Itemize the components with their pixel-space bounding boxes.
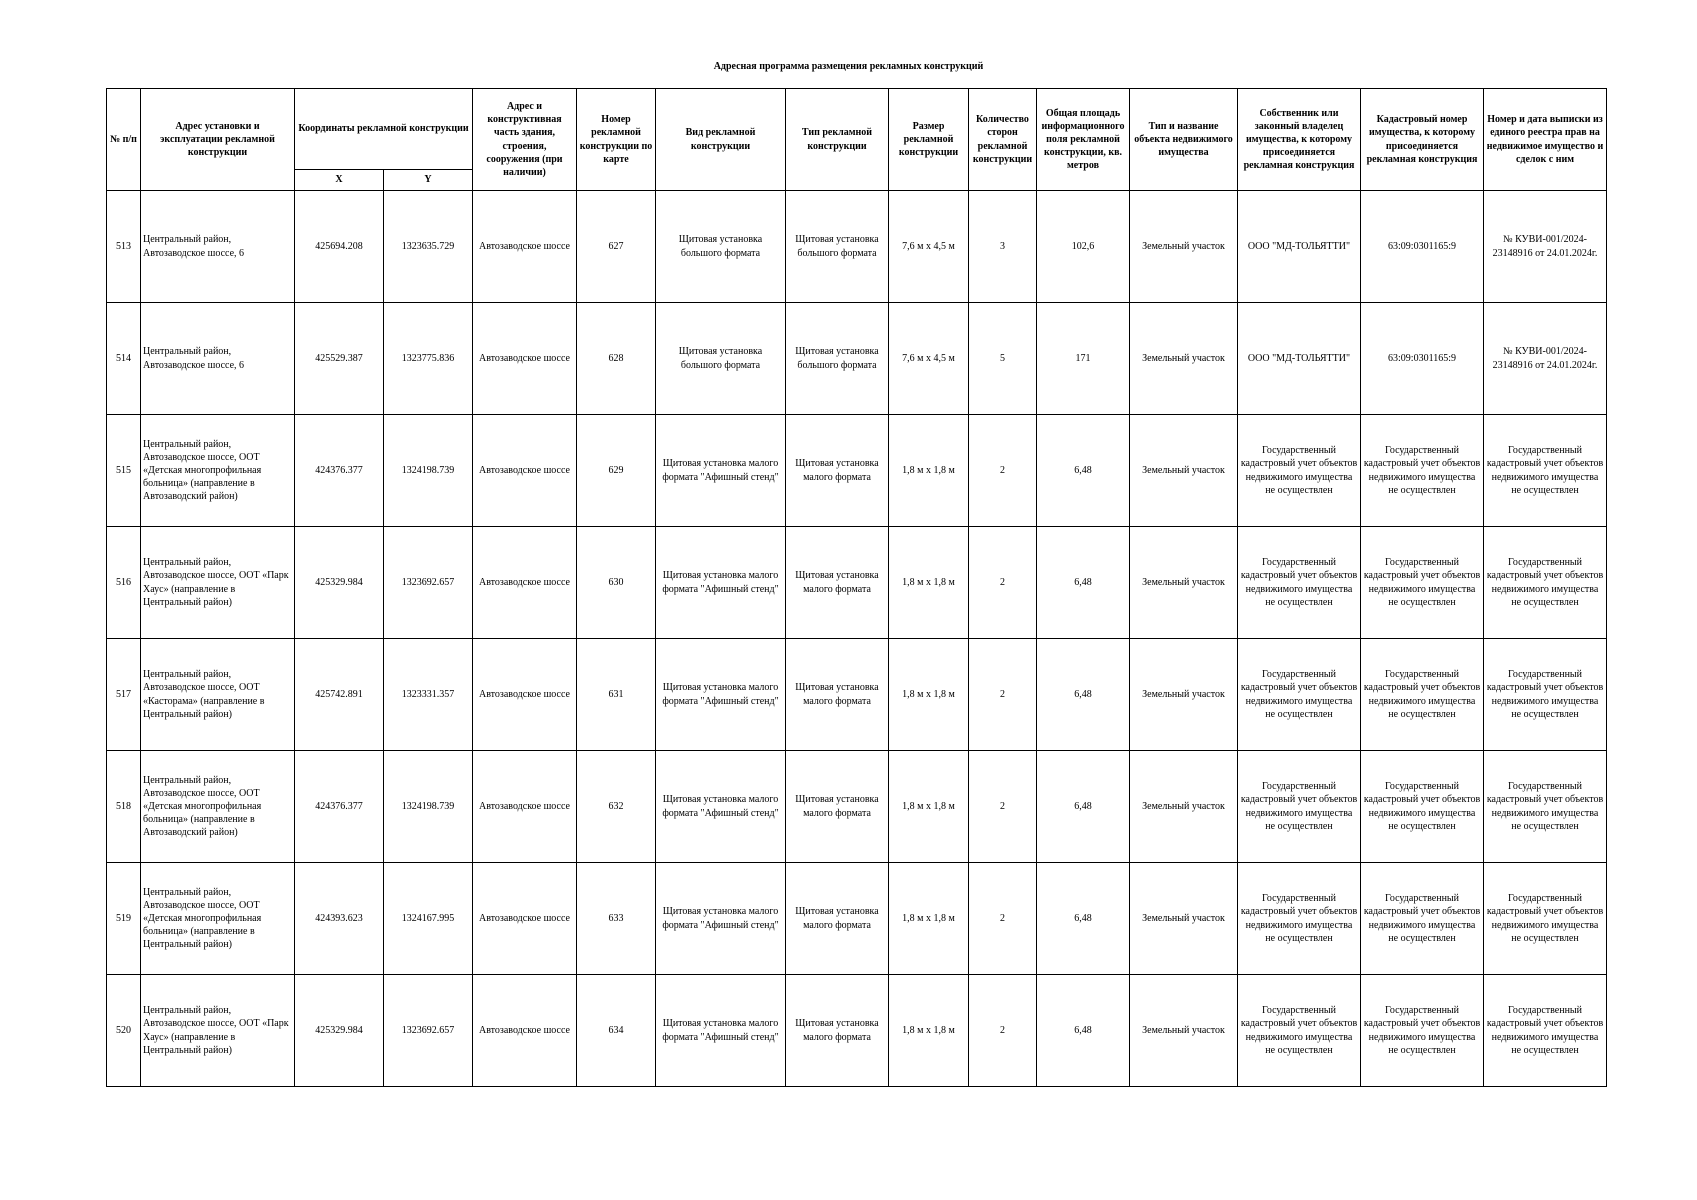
cell-owner: ООО "МД-ТОЛЬЯТТИ" bbox=[1238, 191, 1361, 303]
header-kind: Вид рекламной конструкции bbox=[656, 89, 786, 191]
header-type: Тип рекламной конструкции bbox=[786, 89, 889, 191]
cell-building: Автозаводское шоссе bbox=[473, 415, 577, 527]
cell-building: Автозаводское шоссе bbox=[473, 639, 577, 751]
cell-property: Земельный участок bbox=[1130, 527, 1238, 639]
cell-owner: Государственный кадастровый учет объектов недвижимого имущества не осуществлен bbox=[1238, 975, 1361, 1087]
cell-sides: 3 bbox=[969, 191, 1037, 303]
cell-sides: 2 bbox=[969, 975, 1037, 1087]
table-body bbox=[107, 191, 1607, 1087]
cell-kind: Щитовая установка малого формата "Афишный стенд" bbox=[656, 975, 786, 1087]
cell-num: 519 bbox=[107, 863, 141, 975]
cell-map-number: 632 bbox=[577, 751, 656, 863]
cell-extract: Государственный кадастровый учет объектов недвижимого имущества не осуществлен bbox=[1484, 751, 1607, 863]
table-row bbox=[107, 303, 1607, 415]
cell-size: 1,8 м х 1,8 м bbox=[889, 975, 969, 1087]
cell-address: Центральный район, Автозаводское шоссе, 6 bbox=[141, 191, 295, 303]
cell-address: Центральный район, Автозаводское шоссе, ООТ «Детская многопрофильная больница» (направление в Центральный район) bbox=[141, 863, 295, 975]
cell-extract: № КУВИ-001/2024-23148916 от 24.01.2024г. bbox=[1484, 303, 1607, 415]
cell-num: 514 bbox=[107, 303, 141, 415]
cell-area: 6,48 bbox=[1037, 751, 1130, 863]
cell-type: Щитовая установка малого формата bbox=[786, 863, 889, 975]
cell-x: 425329.984 bbox=[295, 527, 384, 639]
header-area: Общая площадь информационного поля рекламной конструкции, кв. метров bbox=[1037, 89, 1130, 191]
cell-owner: Государственный кадастровый учет объектов недвижимого имущества не осуществлен bbox=[1238, 863, 1361, 975]
cell-type: Щитовая установка большого формата bbox=[786, 191, 889, 303]
cell-property: Земельный участок bbox=[1130, 639, 1238, 751]
cell-y: 1323331.357 bbox=[384, 639, 473, 751]
cell-kind: Щитовая установка малого формата "Афишный стенд" bbox=[656, 639, 786, 751]
cell-size: 1,8 м х 1,8 м bbox=[889, 863, 969, 975]
cell-size: 1,8 м х 1,8 м bbox=[889, 415, 969, 527]
header-cadastral: Кадастровый номер имущества, к которому присоединяется рекламная конструкция bbox=[1361, 89, 1484, 191]
table-header bbox=[107, 89, 1607, 191]
cell-area: 102,6 bbox=[1037, 191, 1130, 303]
cell-y: 1324167.995 bbox=[384, 863, 473, 975]
cell-extract: Государственный кадастровый учет объектов недвижимого имущества не осуществлен bbox=[1484, 527, 1607, 639]
cell-sides: 2 bbox=[969, 751, 1037, 863]
cell-building: Автозаводское шоссе bbox=[473, 191, 577, 303]
cell-property: Земельный участок bbox=[1130, 975, 1238, 1087]
cell-property: Земельный участок bbox=[1130, 303, 1238, 415]
cell-x: 424393.623 bbox=[295, 863, 384, 975]
header-map-number: Номер рекламной конструкции по карте bbox=[577, 89, 656, 191]
header-coordinates: Координаты рекламной конструкции bbox=[295, 89, 473, 170]
cell-area: 6,48 bbox=[1037, 975, 1130, 1087]
cell-extract: Государственный кадастровый учет объектов недвижимого имущества не осуществлен bbox=[1484, 415, 1607, 527]
cell-cadastral: 63:09:0301165:9 bbox=[1361, 191, 1484, 303]
cell-map-number: 633 bbox=[577, 863, 656, 975]
header-num: № п/п bbox=[107, 89, 141, 191]
cell-size: 7,6 м х 4,5 м bbox=[889, 303, 969, 415]
cell-map-number: 634 bbox=[577, 975, 656, 1087]
cell-cadastral: Государственный кадастровый учет объектов недвижимого имущества не осуществлен bbox=[1361, 527, 1484, 639]
cell-extract: Государственный кадастровый учет объектов недвижимого имущества не осуществлен bbox=[1484, 975, 1607, 1087]
cell-x: 425694.208 bbox=[295, 191, 384, 303]
cell-sides: 5 bbox=[969, 303, 1037, 415]
cell-cadastral: Государственный кадастровый учет объектов недвижимого имущества не осуществлен bbox=[1361, 415, 1484, 527]
document-title: Адресная программа размещения рекламных конструкций bbox=[713, 61, 984, 72]
cell-owner: Государственный кадастровый учет объектов недвижимого имущества не осуществлен bbox=[1238, 639, 1361, 751]
cell-sides: 2 bbox=[969, 863, 1037, 975]
cell-area: 6,48 bbox=[1037, 527, 1130, 639]
cell-sides: 2 bbox=[969, 639, 1037, 751]
cell-area: 6,48 bbox=[1037, 415, 1130, 527]
cell-address: Центральный район, Автозаводское шоссе, ООТ «Детская многопрофильная больница» (направление в Автозаводский район) bbox=[141, 415, 295, 527]
cell-owner: Государственный кадастровый учет объектов недвижимого имущества не осуществлен bbox=[1238, 415, 1361, 527]
cell-cadastral: Государственный кадастровый учет объектов недвижимого имущества не осуществлен bbox=[1361, 863, 1484, 975]
cell-address: Центральный район, Автозаводское шоссе, ООТ «Детская многопрофильная больница» (направление в Автозаводский район) bbox=[141, 751, 295, 863]
cell-x: 424376.377 bbox=[295, 751, 384, 863]
cell-y: 1323692.657 bbox=[384, 975, 473, 1087]
cell-type: Щитовая установка малого формата bbox=[786, 415, 889, 527]
cell-sides: 2 bbox=[969, 415, 1037, 527]
cell-y: 1323635.729 bbox=[384, 191, 473, 303]
cell-sides: 2 bbox=[969, 527, 1037, 639]
cell-property: Земельный участок bbox=[1130, 751, 1238, 863]
cell-map-number: 630 bbox=[577, 527, 656, 639]
cell-size: 7,6 м х 4,5 м bbox=[889, 191, 969, 303]
cell-num: 516 bbox=[107, 527, 141, 639]
cell-type: Щитовая установка малого формата bbox=[786, 751, 889, 863]
cell-x: 424376.377 bbox=[295, 415, 384, 527]
cell-x: 425529.387 bbox=[295, 303, 384, 415]
cell-y: 1323775.836 bbox=[384, 303, 473, 415]
cell-x: 425742.891 bbox=[295, 639, 384, 751]
cell-building: Автозаводское шоссе bbox=[473, 863, 577, 975]
cell-area: 6,48 bbox=[1037, 639, 1130, 751]
header-y: Y bbox=[384, 170, 473, 191]
header-building: Адрес и конструктивная часть здания, строения, сооружения (при наличии) bbox=[473, 89, 577, 191]
cell-address: Центральный район, Автозаводское шоссе, ООТ «Касторама» (направление в Центральный район) bbox=[141, 639, 295, 751]
table-row bbox=[107, 527, 1607, 639]
table-row bbox=[107, 639, 1607, 751]
table-row bbox=[107, 415, 1607, 527]
cell-address: Центральный район, Автозаводское шоссе, 6 bbox=[141, 303, 295, 415]
cell-address: Центральный район, Автозаводское шоссе, ООТ «Парк Хаус» (направление в Центральный район) bbox=[141, 975, 295, 1087]
cell-y: 1323692.657 bbox=[384, 527, 473, 639]
table-row bbox=[107, 975, 1607, 1087]
header-x: X bbox=[295, 170, 384, 191]
cell-building: Автозаводское шоссе bbox=[473, 303, 577, 415]
cell-area: 171 bbox=[1037, 303, 1130, 415]
cell-building: Автозаводское шоссе bbox=[473, 975, 577, 1087]
cell-size: 1,8 м х 1,8 м bbox=[889, 751, 969, 863]
cell-kind: Щитовая установка малого формата "Афишный стенд" bbox=[656, 415, 786, 527]
cell-type: Щитовая установка малого формата bbox=[786, 975, 889, 1087]
cell-map-number: 627 bbox=[577, 191, 656, 303]
cell-map-number: 629 bbox=[577, 415, 656, 527]
cell-kind: Щитовая установка малого формата "Афишный стенд" bbox=[656, 751, 786, 863]
cell-num: 520 bbox=[107, 975, 141, 1087]
cell-y: 1324198.739 bbox=[384, 751, 473, 863]
cell-extract: Государственный кадастровый учет объектов недвижимого имущества не осуществлен bbox=[1484, 639, 1607, 751]
cell-type: Щитовая установка большого формата bbox=[786, 303, 889, 415]
cell-owner: ООО "МД-ТОЛЬЯТТИ" bbox=[1238, 303, 1361, 415]
table-row bbox=[107, 751, 1607, 863]
cell-size: 1,8 м х 1,8 м bbox=[889, 639, 969, 751]
cell-map-number: 628 bbox=[577, 303, 656, 415]
cell-owner: Государственный кадастровый учет объектов недвижимого имущества не осуществлен bbox=[1238, 751, 1361, 863]
cell-cadastral: Государственный кадастровый учет объектов недвижимого имущества не осуществлен bbox=[1361, 975, 1484, 1087]
header-owner: Собственник или законный владелец имущества, к которому присоединяется рекламная конструкция bbox=[1238, 89, 1361, 191]
table-row bbox=[107, 863, 1607, 975]
cell-property: Земельный участок bbox=[1130, 191, 1238, 303]
cell-kind: Щитовая установка большого формата bbox=[656, 191, 786, 303]
cell-num: 513 bbox=[107, 191, 141, 303]
cell-cadastral: 63:09:0301165:9 bbox=[1361, 303, 1484, 415]
cell-property: Земельный участок bbox=[1130, 415, 1238, 527]
cell-kind: Щитовая установка большого формата bbox=[656, 303, 786, 415]
cell-area: 6,48 bbox=[1037, 863, 1130, 975]
cell-size: 1,8 м х 1,8 м bbox=[889, 527, 969, 639]
cell-kind: Щитовая установка малого формата "Афишный стенд" bbox=[656, 863, 786, 975]
cell-num: 517 bbox=[107, 639, 141, 751]
cell-building: Автозаводское шоссе bbox=[473, 527, 577, 639]
cell-kind: Щитовая установка малого формата "Афишный стенд" bbox=[656, 527, 786, 639]
cell-num: 518 bbox=[107, 751, 141, 863]
cell-y: 1324198.739 bbox=[384, 415, 473, 527]
header-property: Тип и название объекта недвижимого имущества bbox=[1130, 89, 1238, 191]
header-extract: Номер и дата выписки из единого реестра прав на недвижимое имущество и сделок с ним bbox=[1484, 89, 1607, 191]
cell-x: 425329.984 bbox=[295, 975, 384, 1087]
cell-extract: Государственный кадастровый учет объектов недвижимого имущества не осуществлен bbox=[1484, 863, 1607, 975]
cell-owner: Государственный кадастровый учет объектов недвижимого имущества не осуществлен bbox=[1238, 527, 1361, 639]
cell-address: Центральный район, Автозаводское шоссе, ООТ «Парк Хаус» (направление в Центральный район) bbox=[141, 527, 295, 639]
cell-extract: № КУВИ-001/2024-23148916 от 24.01.2024г. bbox=[1484, 191, 1607, 303]
cell-type: Щитовая установка малого формата bbox=[786, 639, 889, 751]
header-sides: Количество сторон рекламной конструкции bbox=[969, 89, 1037, 191]
header-address: Адрес установки и эксплуатации рекламной конструкции bbox=[141, 89, 295, 191]
table-row bbox=[107, 191, 1607, 303]
header-size: Размер рекламной конструкции bbox=[889, 89, 969, 191]
cell-building: Автозаводское шоссе bbox=[473, 751, 577, 863]
advertising-structures-table bbox=[106, 88, 1607, 1087]
cell-map-number: 631 bbox=[577, 639, 656, 751]
cell-property: Земельный участок bbox=[1130, 863, 1238, 975]
cell-type: Щитовая установка малого формата bbox=[786, 527, 889, 639]
cell-num: 515 bbox=[107, 415, 141, 527]
cell-cadastral: Государственный кадастровый учет объектов недвижимого имущества не осуществлен bbox=[1361, 751, 1484, 863]
cell-cadastral: Государственный кадастровый учет объектов недвижимого имущества не осуществлен bbox=[1361, 639, 1484, 751]
